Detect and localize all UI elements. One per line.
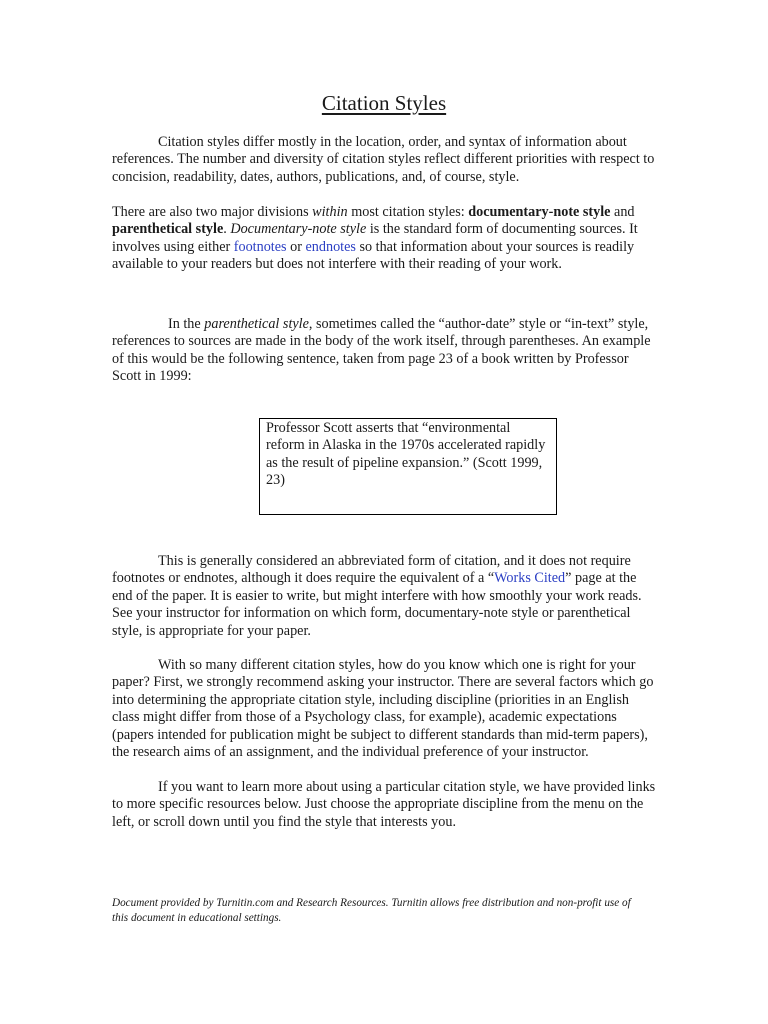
page-title: Citation Styles [321,91,447,115]
parenthetical-style-italic: parenthetical style [204,316,309,332]
intro-paragraph: Citation styles differ mostly in the location, order, and syntax of information about references. The number and diversity of citation styles reflect different priorities with respect to concision, readability, dates, authors, publications, and, of course, style. [112,134,655,185]
parenthetical-paragraph [112,316,657,386]
works-cited-link[interactable]: Works Cited [494,570,566,587]
footnotes-link[interactable]: footnotes [233,238,287,255]
divisions-text-1: There are also two major divisions [112,204,313,220]
documentary-note-term: documentary-note style [468,204,611,220]
abbreviated-text-1: This is generally considered an abbreviated form of citation, and it does not require footnotes or endnotes, although it does require the equivalent of a “ [112,553,631,587]
example-quote-box [259,418,557,515]
divisions-text-6: or [286,238,306,255]
endnotes-link[interactable]: endnotes [305,238,356,255]
divisions-text-5: is the standard form of documenting sources. It involves using either [112,221,638,255]
choosing-style-paragraph: With so many different citation styles, how do you know which one is right for your paper? First, we strongly recommend asking your instructor. There are several factors which go into determining the appropriate citation style, including discipline (priorities in an English class might differ from those of a Psychology class, for example), academic expectations (papers intended for publication might be subject to different standards than mid-term papers), the research aims of an assignment, and the individual preference of your instructor. [112,657,654,761]
parenthetical-term: parenthetical style [112,221,224,238]
parenthetical-text-1: In the [168,316,205,332]
divisions-text-4: . [223,221,231,238]
divisions-paragraph [112,204,657,274]
divisions-text-7: so that information about your sources is readily available to your readers but does not interfere with their reading of your work. [112,238,635,273]
documentary-note-italic: Documentary-note style [230,221,367,238]
abbreviated-form-paragraph [112,553,657,640]
divisions-text-3: and [610,204,635,220]
divisions-text-within: within [312,204,348,220]
abbreviated-text-2: ” page at the end of the paper. It is easier to write, but might interfere with how smoothly your work reads. See your instructor for information on which form, documentary-note style or parenthetical style, is appropriate for your paper. [112,570,642,639]
divisions-text-2: most citation styles: [347,204,469,220]
resources-paragraph: If you want to learn more about using a particular citation style, we have provided links to more specific resources below. Just choose the appropriate discipline from the menu on the left, or scroll down until you find the style that interests you. [112,779,656,830]
footer-note: Document provided by Turnitin.com and Research Resources. Turnitin allows free distribution and non-profit use of this document in educational settings. [112,897,631,924]
parenthetical-text-2: , sometimes called the “author-date” style or “in-text” style, references to sources are made in the body of the work itself, through parentheses. An example of this would be the following sentence, taken from page 23 of a book written by Professor Scott in 1999: [112,316,651,385]
example-quote-text: Professor Scott asserts that “environmental reform in Alaska in the 1970s accelerated rapidly as the result of pipeline expansion.” (Scott 1999, 23) [266,420,546,489]
